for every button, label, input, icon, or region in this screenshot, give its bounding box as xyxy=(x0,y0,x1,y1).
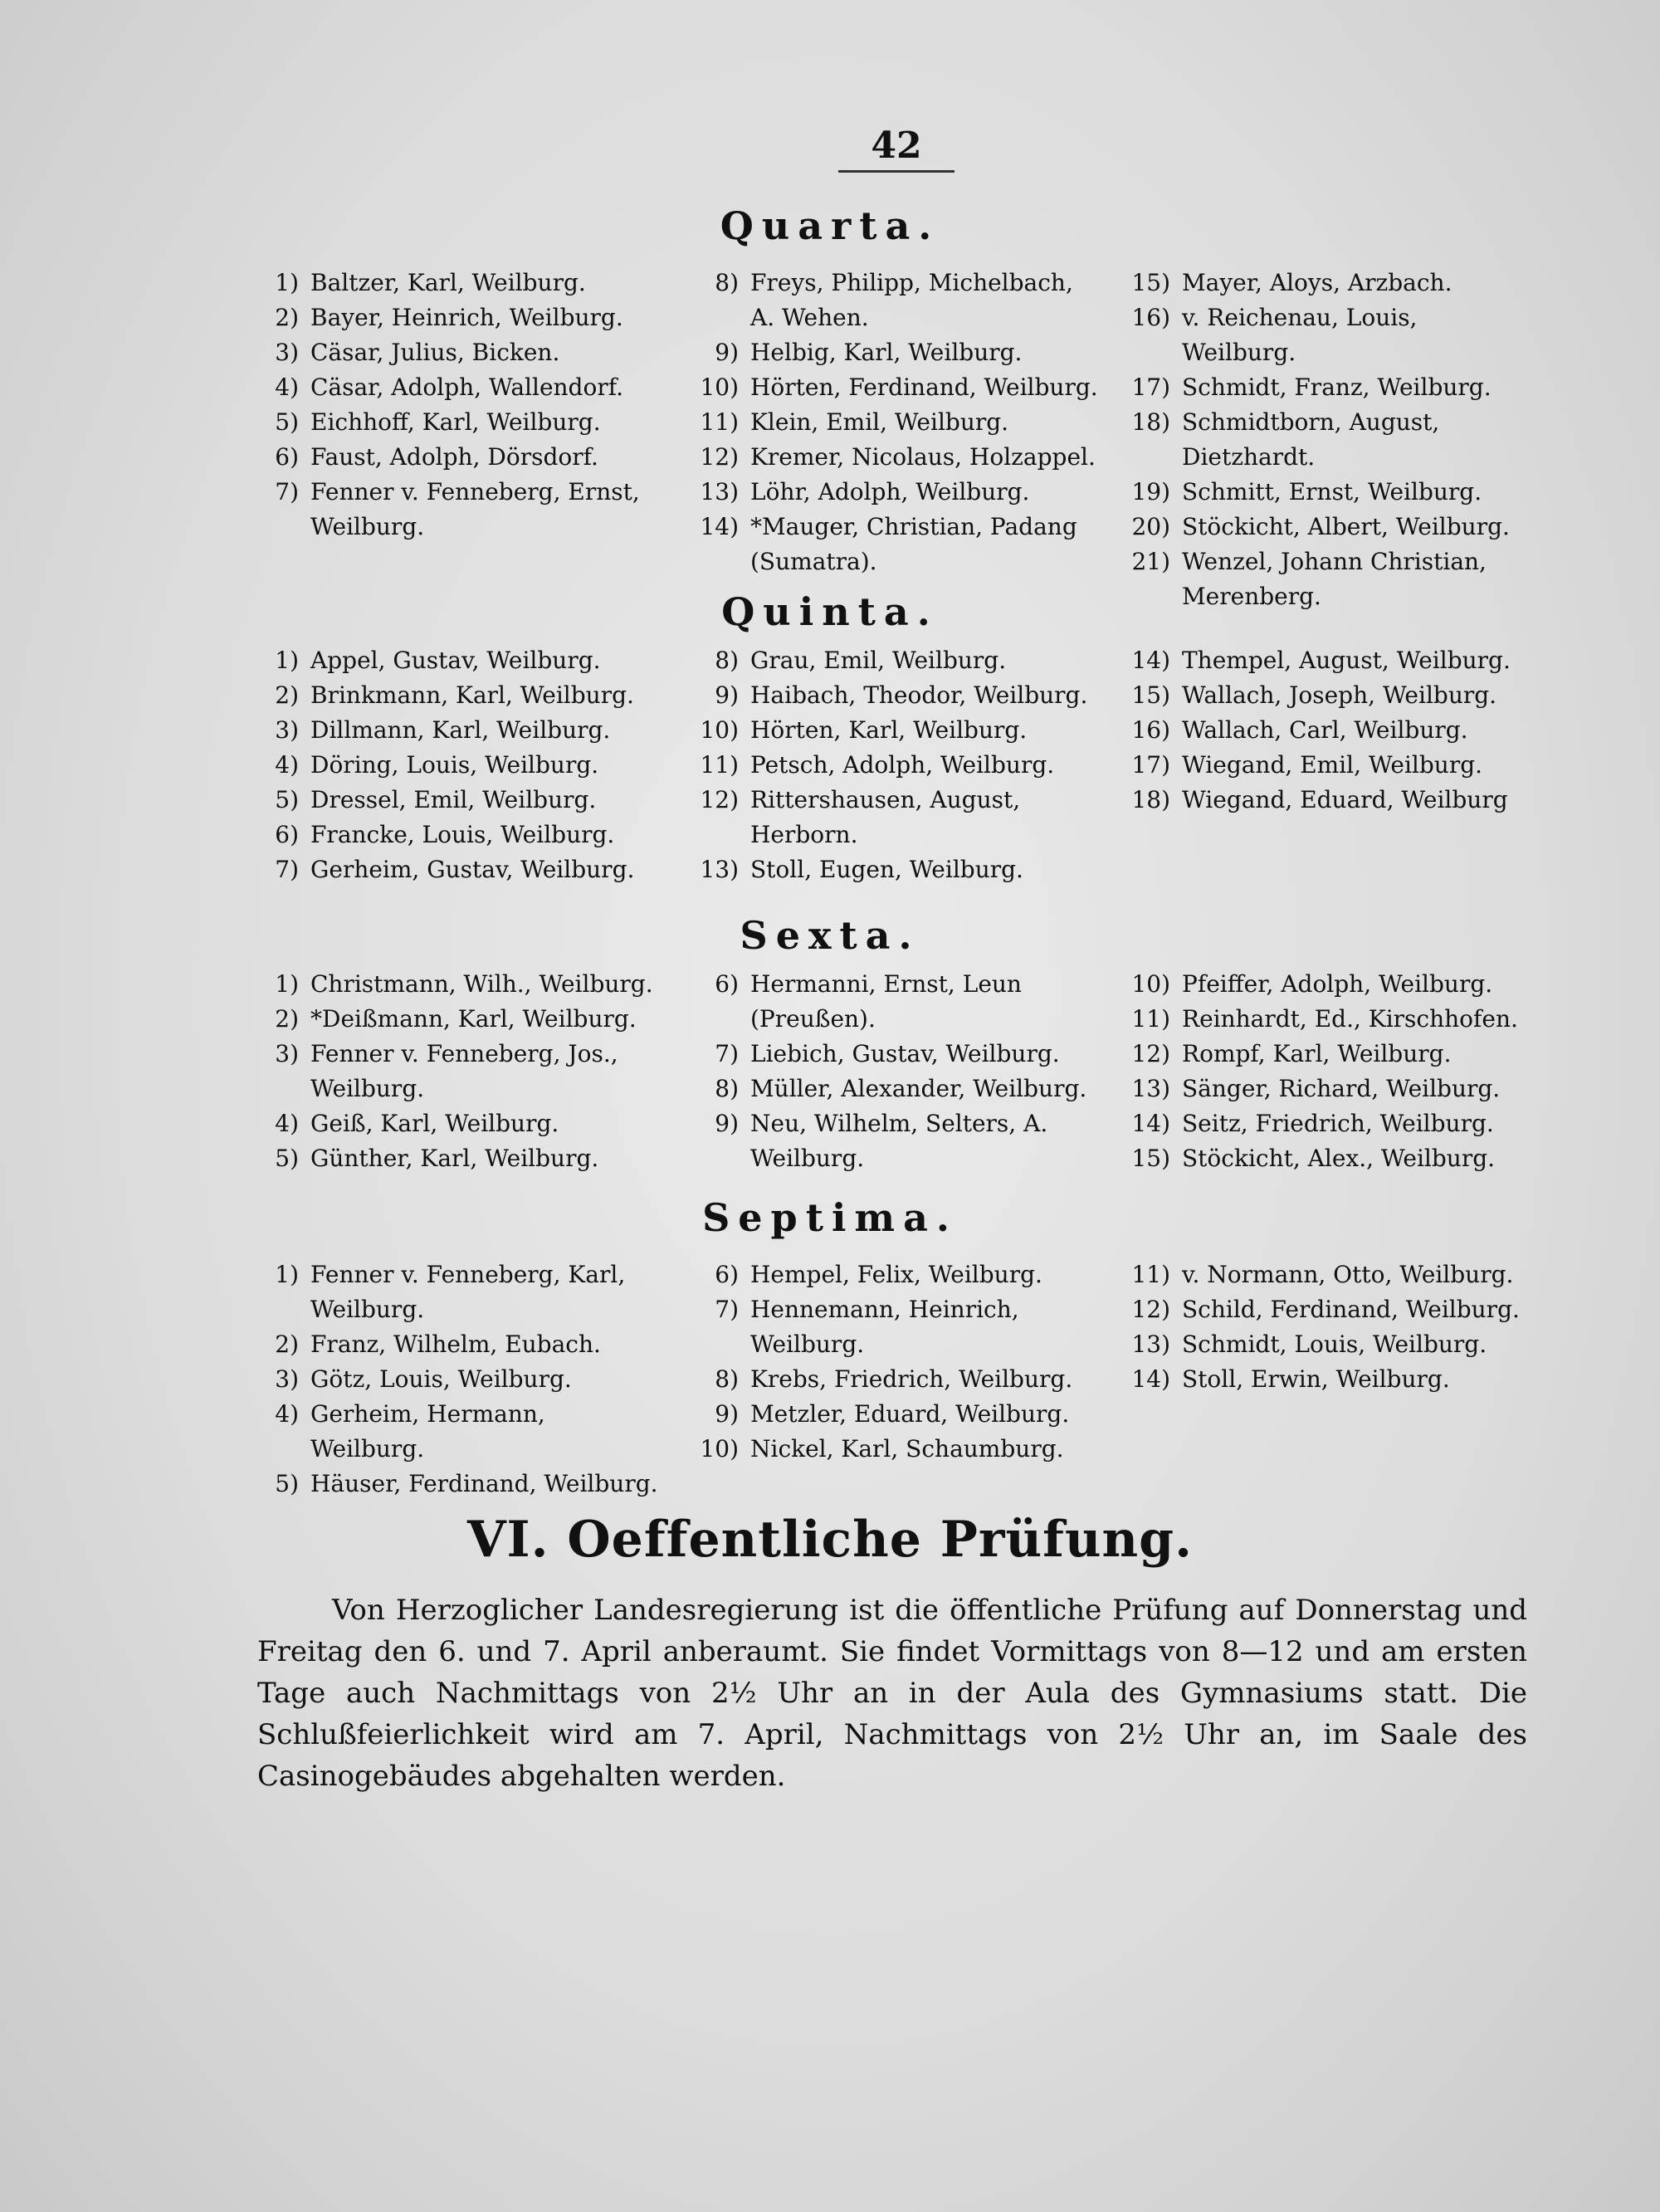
entry-text: Freys, Philipp, Michelbach, A. Wehen. xyxy=(750,269,1073,331)
entry-number: 9) xyxy=(715,681,739,709)
entry-number: 5) xyxy=(275,1470,299,1497)
list-item xyxy=(1120,1292,1536,1327)
list-item xyxy=(1120,967,1536,1002)
entry-text: Wallach, Joseph, Weilburg. xyxy=(1182,681,1497,709)
entry-number: 7) xyxy=(715,1040,739,1067)
entry-number: 10) xyxy=(700,716,739,744)
entry-text: Klein, Emil, Weilburg. xyxy=(750,408,1009,436)
list-item xyxy=(249,713,664,748)
list-item xyxy=(1120,1037,1536,1072)
list-item xyxy=(689,783,1104,852)
entry-text: Geiß, Karl, Weilburg. xyxy=(310,1110,559,1137)
entry-text: Hermanni, Ernst, Leun (Preußen). xyxy=(750,970,1022,1033)
entry-text: Faust, Adolph, Dörsdorf. xyxy=(310,443,598,471)
heading-quinta: Quinta. xyxy=(721,589,939,634)
entry-number: 11) xyxy=(1131,1005,1170,1033)
entry-number: 8) xyxy=(715,1075,739,1102)
list-item xyxy=(249,440,664,475)
entry-text: Appel, Gustav, Weilburg. xyxy=(310,647,601,674)
entry-number: 11) xyxy=(700,751,739,779)
entry-text: Brinkmann, Karl, Weilburg. xyxy=(310,681,634,709)
entry-number: 15) xyxy=(1131,681,1170,709)
entry-text: Fenner v. Fenneberg, Karl, Weilburg. xyxy=(310,1261,626,1323)
entry-number: 15) xyxy=(1131,269,1170,296)
list-item xyxy=(689,748,1104,783)
entry-text: Francke, Louis, Weilburg. xyxy=(310,821,615,848)
entry-number: 13) xyxy=(1131,1075,1170,1102)
entry-number: 14) xyxy=(1131,647,1170,674)
entry-text: Grau, Emil, Weilburg. xyxy=(750,647,1007,674)
entry-number: 14) xyxy=(1131,1110,1170,1137)
entry-number: 12) xyxy=(700,786,739,813)
entry-text: Stoll, Eugen, Weilburg. xyxy=(750,856,1023,883)
list-item xyxy=(1120,475,1536,510)
entry-number: 2) xyxy=(275,681,299,709)
list-item xyxy=(689,1362,1104,1397)
entry-text: Gerheim, Gustav, Weilburg. xyxy=(310,856,635,883)
list-item xyxy=(1120,1072,1536,1106)
entry-text: *Deißmann, Karl, Weilburg. xyxy=(310,1005,637,1033)
entry-number: 17) xyxy=(1131,751,1170,779)
entry-number: 13) xyxy=(700,478,739,505)
entry-text: Hörten, Karl, Weilburg. xyxy=(750,716,1028,744)
entry-number: 5) xyxy=(275,786,299,813)
entry-text: Franz, Wilhelm, Eubach. xyxy=(310,1331,601,1358)
entry-number: 13) xyxy=(700,856,739,883)
list-item xyxy=(249,300,664,335)
entry-number: 18) xyxy=(1131,786,1170,813)
entry-number: 12) xyxy=(1131,1296,1170,1323)
list-item xyxy=(1120,1362,1536,1397)
heading-sexta: Sexta. xyxy=(740,913,920,958)
entry-number: 4) xyxy=(275,1110,299,1137)
list-item xyxy=(1120,713,1536,748)
quinta-column-1 xyxy=(249,643,664,887)
list-item xyxy=(689,405,1104,440)
entry-number: 3) xyxy=(275,339,299,366)
list-item xyxy=(249,266,664,300)
entry-text: Schmidt, Louis, Weilburg. xyxy=(1182,1331,1487,1358)
list-item xyxy=(689,370,1104,405)
entry-number: 15) xyxy=(1131,1145,1170,1172)
entry-text: Wiegand, Emil, Weilburg. xyxy=(1182,751,1483,779)
septima-column-1 xyxy=(249,1257,664,1502)
entry-text: Schmitt, Ernst, Weilburg. xyxy=(1182,478,1482,505)
entry-text: Rompf, Karl, Weilburg. xyxy=(1182,1040,1452,1067)
list-item xyxy=(689,475,1104,510)
entry-text: Haibach, Theodor, Weilburg. xyxy=(750,681,1088,709)
list-item xyxy=(689,643,1104,678)
list-item xyxy=(249,783,664,818)
entry-number: 7) xyxy=(715,1296,739,1323)
entry-number: 3) xyxy=(275,716,299,744)
list-item xyxy=(689,1257,1104,1292)
entry-text: Schmidtborn, August, Dietzhardt. xyxy=(1182,408,1440,471)
list-item xyxy=(1120,405,1536,475)
list-item xyxy=(1120,266,1536,300)
entry-text: Seitz, Friedrich, Weilburg. xyxy=(1182,1110,1494,1137)
entry-text: Stöckicht, Alex., Weilburg. xyxy=(1182,1145,1496,1172)
entry-number: 1) xyxy=(275,269,299,296)
entry-text: Götz, Louis, Weilburg. xyxy=(310,1365,572,1393)
entry-number: 18) xyxy=(1131,408,1170,436)
entry-text: Rittershausen, August, Herborn. xyxy=(750,786,1021,848)
list-item xyxy=(1120,300,1536,370)
entry-text: Pfeiffer, Adolph, Weilburg. xyxy=(1182,970,1493,998)
entry-text: Hennemann, Heinrich, Weilburg. xyxy=(750,1296,1019,1358)
entry-text: Wenzel, Johann Christian, Merenberg. xyxy=(1182,548,1487,610)
list-item xyxy=(1120,748,1536,783)
list-item xyxy=(249,1106,664,1141)
list-item xyxy=(1120,510,1536,544)
entry-number: 3) xyxy=(275,1365,299,1393)
entry-text: Günther, Karl, Weilburg. xyxy=(310,1145,599,1172)
entry-text: Häuser, Ferdinand, Weilburg. xyxy=(310,1470,658,1497)
list-item xyxy=(689,1397,1104,1432)
entry-number: 16) xyxy=(1131,304,1170,331)
list-item xyxy=(1120,1327,1536,1362)
list-item xyxy=(249,643,664,678)
entry-text: Wallach, Carl, Weilburg. xyxy=(1182,716,1468,744)
entry-number: 6) xyxy=(715,970,739,998)
quinta-column-2 xyxy=(689,643,1104,887)
entry-number: 3) xyxy=(275,1040,299,1067)
entry-text: Eichhoff, Karl, Weilburg. xyxy=(310,408,601,436)
list-item xyxy=(689,1037,1104,1072)
entry-text: Stöckicht, Albert, Weilburg. xyxy=(1182,513,1510,540)
section-vi-title: VI. Oeffentliche Prüfung. xyxy=(466,1511,1194,1569)
entry-text: Thempel, August, Weilburg. xyxy=(1182,647,1511,674)
list-item xyxy=(249,852,664,887)
entry-number: 12) xyxy=(700,443,739,471)
entry-text: Fenner v. Fenneberg, Jos., Weilburg. xyxy=(310,1040,618,1102)
entry-text: Neu, Wilhelm, Selters, A. Weilburg. xyxy=(750,1110,1048,1172)
list-item xyxy=(689,852,1104,887)
heading-septima: Septima. xyxy=(702,1195,958,1240)
entry-text: *Mauger, Christian, Padang (Sumatra). xyxy=(750,513,1077,575)
list-item xyxy=(249,1002,664,1037)
entry-text: Baltzer, Karl, Weilburg. xyxy=(310,269,586,296)
entry-text: Löhr, Adolph, Weilburg. xyxy=(750,478,1030,505)
sexta-column-2 xyxy=(689,967,1104,1176)
entry-number: 12) xyxy=(1131,1040,1170,1067)
entry-text: Mayer, Aloys, Arzbach. xyxy=(1182,269,1452,296)
list-item xyxy=(249,1257,664,1327)
entry-text: Döring, Louis, Weilburg. xyxy=(310,751,599,779)
quarta-column-1 xyxy=(249,266,664,544)
entry-text: Christmann, Wilh., Weilburg. xyxy=(310,970,653,998)
list-item xyxy=(689,335,1104,370)
list-item xyxy=(249,967,664,1002)
list-item xyxy=(689,1432,1104,1467)
list-item xyxy=(689,1292,1104,1362)
list-item xyxy=(689,967,1104,1037)
entry-text: Hempel, Felix, Weilburg. xyxy=(750,1261,1042,1288)
entry-text: Krebs, Friedrich, Weilburg. xyxy=(750,1365,1073,1393)
entry-number: 2) xyxy=(275,1005,299,1033)
quarta-column-3 xyxy=(1120,266,1536,614)
list-item xyxy=(689,1106,1104,1176)
entry-text: Hörten, Ferdinand, Weilburg. xyxy=(750,374,1098,401)
quinta-column-3 xyxy=(1120,643,1536,818)
list-item xyxy=(1120,370,1536,405)
list-item xyxy=(249,370,664,405)
list-item xyxy=(249,1467,664,1502)
entry-text: Reinhardt, Ed., Kirschhofen. xyxy=(1182,1005,1518,1033)
entry-text: Dressel, Emil, Weilburg. xyxy=(310,786,597,813)
entry-text: v. Normann, Otto, Weilburg. xyxy=(1182,1261,1514,1288)
entry-number: 9) xyxy=(715,1400,739,1428)
entry-number: 9) xyxy=(715,1110,739,1137)
list-item xyxy=(1120,783,1536,818)
entry-text: Sänger, Richard, Weilburg. xyxy=(1182,1075,1501,1102)
entry-number: 16) xyxy=(1131,716,1170,744)
entry-number: 10) xyxy=(700,1435,739,1462)
list-item xyxy=(1120,1141,1536,1176)
entry-text: Liebich, Gustav, Weilburg. xyxy=(750,1040,1060,1067)
entry-text: Müller, Alexander, Weilburg. xyxy=(750,1075,1087,1102)
entry-number: 21) xyxy=(1131,548,1170,575)
entry-text: Metzler, Eduard, Weilburg. xyxy=(750,1400,1070,1428)
entry-number: 8) xyxy=(715,269,739,296)
list-item xyxy=(689,510,1104,579)
section-vi-paragraph: Von Herzoglicher Landesregierung ist die öffentliche Prüfung auf Donnerstag und Freitag den 6. und 7. April anberaumt. Sie findet Vormittags von 8—12 und am ersten Tage auch Nachmittags von 2½ Uhr an in der Aula des Gymnasiums statt. Die Schlußfeierlichkeit wird am 7. April, Nachmittags von 2½ Uhr an, im Saale des Casinogebäudes abgehalten werden. xyxy=(257,1594,1527,1793)
quarta-column-2 xyxy=(689,266,1104,579)
entry-text: Kremer, Nicolaus, Holzappel. xyxy=(750,443,1096,471)
entry-text: Cäsar, Julius, Bicken. xyxy=(310,339,560,366)
entry-number: 5) xyxy=(275,1145,299,1172)
list-item xyxy=(1120,1257,1536,1292)
entry-number: 1) xyxy=(275,1261,299,1288)
entry-number: 2) xyxy=(275,1331,299,1358)
entry-number: 7) xyxy=(275,478,299,505)
entry-number: 4) xyxy=(275,1400,299,1428)
list-item xyxy=(249,1397,664,1467)
list-item xyxy=(1120,678,1536,713)
entry-number: 20) xyxy=(1131,513,1170,540)
entry-number: 13) xyxy=(1131,1331,1170,1358)
entry-text: Schild, Ferdinand, Weilburg. xyxy=(1182,1296,1520,1323)
list-item xyxy=(689,713,1104,748)
entry-number: 10) xyxy=(700,374,739,401)
entry-number: 9) xyxy=(715,339,739,366)
entry-number: 8) xyxy=(715,647,739,674)
entry-text: v. Reichenau, Louis, Weilburg. xyxy=(1182,304,1418,366)
list-item xyxy=(689,1072,1104,1106)
entry-number: 14) xyxy=(700,513,739,540)
sexta-column-3 xyxy=(1120,967,1536,1176)
list-item xyxy=(249,1327,664,1362)
list-item xyxy=(249,1362,664,1397)
entry-number: 6) xyxy=(275,821,299,848)
entry-text: Nickel, Karl, Schaumburg. xyxy=(750,1435,1064,1462)
entry-number: 11) xyxy=(1131,1261,1170,1288)
entry-number: 6) xyxy=(275,443,299,471)
entry-text: Cäsar, Adolph, Wallendorf. xyxy=(310,374,623,401)
list-item xyxy=(249,748,664,783)
entry-number: 2) xyxy=(275,304,299,331)
entry-text: Stoll, Erwin, Weilburg. xyxy=(1182,1365,1450,1393)
entry-number: 1) xyxy=(275,647,299,674)
entry-text: Dillmann, Karl, Weilburg. xyxy=(310,716,611,744)
entry-number: 5) xyxy=(275,408,299,436)
entry-number: 6) xyxy=(715,1261,739,1288)
entry-text: Helbig, Karl, Weilburg. xyxy=(750,339,1023,366)
entry-number: 7) xyxy=(275,856,299,883)
entry-number: 10) xyxy=(1131,970,1170,998)
list-item xyxy=(249,405,664,440)
page-number: 42 xyxy=(838,125,954,173)
entry-text: Petsch, Adolph, Weilburg. xyxy=(750,751,1055,779)
list-item xyxy=(249,475,664,544)
entry-text: Fenner v. Fenneberg, Ernst, Weilburg. xyxy=(310,478,640,540)
sexta-column-1 xyxy=(249,967,664,1176)
entry-number: 4) xyxy=(275,751,299,779)
septima-column-3 xyxy=(1120,1257,1536,1397)
entry-text: Gerheim, Hermann, Weilburg. xyxy=(310,1400,545,1462)
entry-text: Wiegand, Eduard, Weilburg xyxy=(1182,786,1508,813)
entry-text: Bayer, Heinrich, Weilburg. xyxy=(310,304,623,331)
list-item xyxy=(249,678,664,713)
list-item xyxy=(1120,643,1536,678)
entry-number: 4) xyxy=(275,374,299,401)
list-item xyxy=(1120,1106,1536,1141)
entry-text: Schmidt, Franz, Weilburg. xyxy=(1182,374,1492,401)
entry-number: 19) xyxy=(1131,478,1170,505)
list-item xyxy=(689,678,1104,713)
heading-quarta: Quarta. xyxy=(720,203,940,248)
list-item xyxy=(249,1037,664,1106)
list-item xyxy=(689,266,1104,335)
entry-number: 8) xyxy=(715,1365,739,1393)
list-item xyxy=(689,440,1104,475)
list-item xyxy=(249,335,664,370)
entry-number: 14) xyxy=(1131,1365,1170,1393)
list-item xyxy=(249,1141,664,1176)
entry-number: 17) xyxy=(1131,374,1170,401)
list-item xyxy=(249,818,664,852)
list-item xyxy=(1120,1002,1536,1037)
entry-number: 11) xyxy=(700,408,739,436)
entry-number: 1) xyxy=(275,970,299,998)
septima-column-2 xyxy=(689,1257,1104,1467)
